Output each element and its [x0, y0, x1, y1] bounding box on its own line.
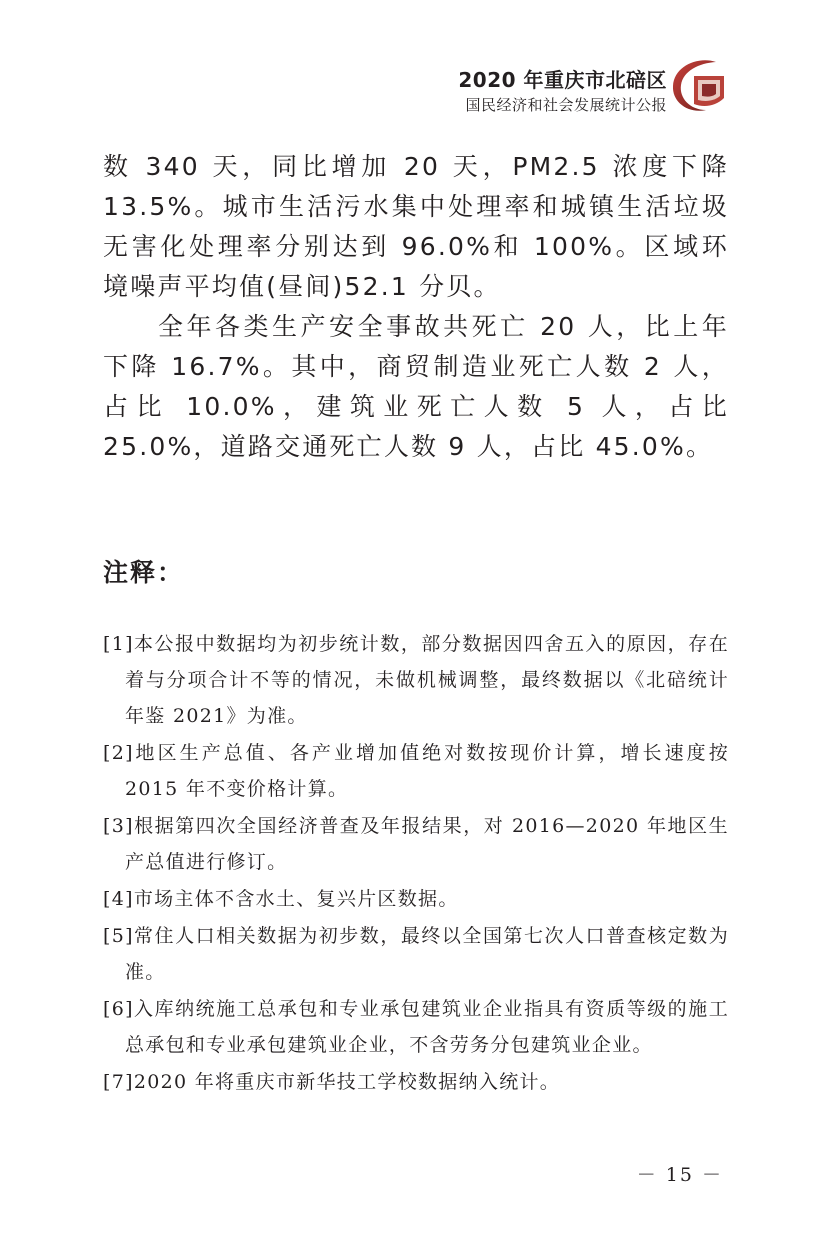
page-header [0, 0, 827, 130]
notes-heading: 注释： [103, 558, 185, 587]
note-item: [5]常住人口相关数据为初步数，最终以全国第七次人口普查核定数为准。 [103, 925, 729, 983]
note-item: [1]本公报中数据均为初步统计数，部分数据因四舍五入的原因，存在着与分项合计不等的情况，未做机械调整，最终数据以《北碚统计年鉴 2021》为准。 [103, 633, 729, 727]
page-number-row [0, 1160, 827, 1187]
report-logo-icon [668, 54, 730, 116]
note-item: [3]根据第四次全国经济普查及年报结果，对 2016—2020 年地区生产总值进行修订。 [103, 815, 729, 873]
body-paragraph: 数 340 天，同比增加 20 天，PM2.5 浓度下降 13.5%。城市生活污水集中处理率和城镇生活垃圾无害化处理率分别达到 96.0%和 100%。区域环境噪声平均值(昼间)52.1 分贝。 [103, 152, 729, 301]
note-item: [4]市场主体不含水土、复兴片区数据。 [103, 888, 459, 910]
report-body [103, 147, 729, 467]
note-item: [6]入库纳统施工总承包和专业承包建筑业企业指具有资质等级的施工总承包和专业承包建筑业企业，不含劳务分包建筑业企业。 [103, 998, 729, 1056]
note-item: [2]地区生产总值、各产业增加值绝对数按现价计算，增长速度按 2015 年不变价格计算。 [103, 742, 729, 800]
report-title: 2020 年重庆市北碚区 [458, 68, 667, 92]
page-number: － 15 － [636, 1164, 723, 1186]
note-item: [7]2020 年将重庆市新华技工学校数据纳入统计。 [103, 1071, 561, 1093]
body-paragraph: 全年各类生产安全事故共死亡 20 人，比上年下降 16.7%。其中，商贸制造业死亡人数 2 人，占比 10.0%，建筑业死亡人数 5 人，占比 25.0%，道路交通死亡人数 9 人，占比 45.0%。 [103, 312, 729, 461]
notes-list [103, 626, 729, 1101]
report-subtitle: 国民经济和社会发展统计公报 [465, 96, 667, 114]
